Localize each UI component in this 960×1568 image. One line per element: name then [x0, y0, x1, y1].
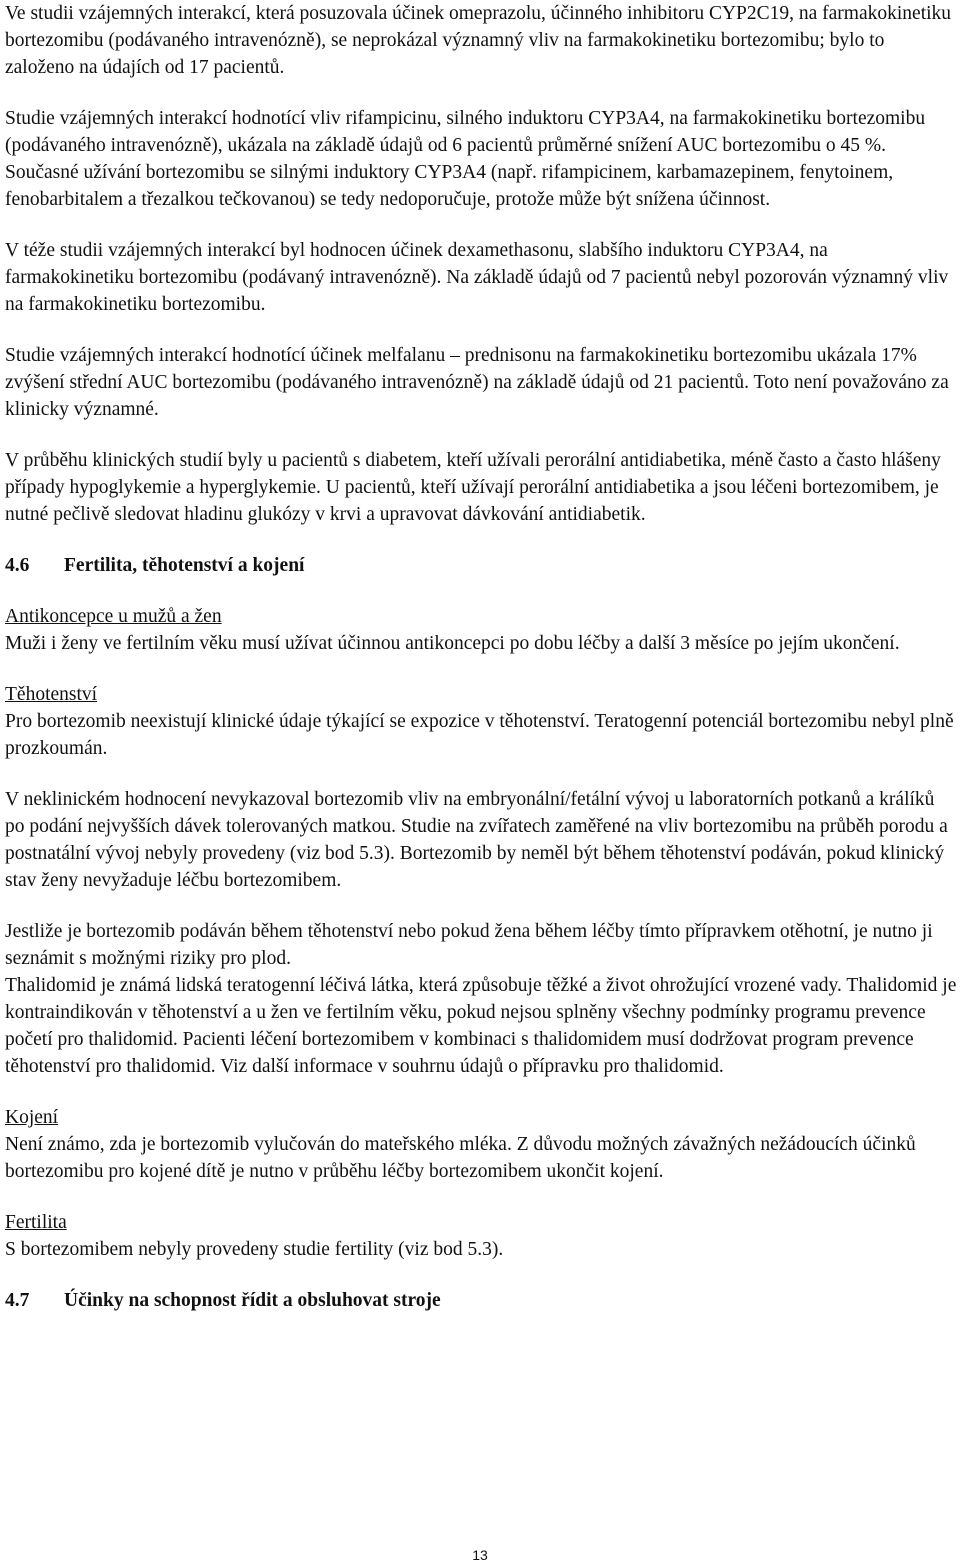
paragraph-contraception: Muži i ženy ve fertilním věku musí užívat účinnou antikoncepci po dobu léčby a další 3 měsíce po jejím ukončení.	[5, 633, 900, 654]
section-number: 4.6	[5, 555, 30, 576]
section-heading-4-6	[5, 552, 957, 579]
paragraph-pregnancy-clinical: Pro bortezomib neexistují klinické údaje týkající se expozice v těhotenství. Teratogenní potenciál bortezomibu nebyl plně prozkoumán.	[5, 711, 954, 759]
subheading-fertility: Fertilita	[5, 1212, 67, 1233]
section-number: 4.7	[5, 1290, 30, 1311]
section-title: Účinky na schopnost řídit a obsluhovat stroje	[64, 1290, 441, 1311]
section-title: Fertilita, těhotenství a kojení	[64, 555, 305, 576]
subheading-contraception: Antikoncepce u mužů a žen	[5, 606, 222, 627]
section-heading-4-7	[5, 1287, 957, 1314]
paragraph-breastfeeding: Není známo, zda je bortezomib vylučován do mateřského mléka. Z důvodu možných závažných nežádoucích účinků bortezomibu pro kojené dítě je nutno v průběhu léčby bortezomibem ukončit kojení.	[5, 1134, 916, 1182]
paragraph-fertility: S bortezomibem nebyly provedeny studie fertility (viz bod 5.3).	[5, 1239, 504, 1260]
paragraph-rifampicin: Studie vzájemných interakcí hodnotící vliv rifampicinu, silného induktoru CYP3A4, na farmakokinetiku bortezomibu (podávaného intravenózně), ukázala na základě údajů od 6 pacientů průměrné snížení AUC bortezomibu o 45 %. Současné užívání bortezomibu se silnými induktory CYP3A4 (např. rifampicinem, karbamazepinem, fenytoinem, fenobarbitalem a třezalkou tečkovanou) se tedy nedoporučuje, protože může být snížena účinnost.	[5, 108, 926, 210]
paragraph-omeprazole: Ve studii vzájemných interakcí, která posuzovala účinek omeprazolu, účinného inhibitoru CYP2C19, na farmakokinetiku bortezomibu (podávaného intravenózně), se neprokázal významný vliv na farmakokinetiku bortezomibu; bylo to založeno na údajích od 17 pacientů.	[5, 3, 952, 78]
paragraph-melphalan: Studie vzájemných interakcí hodnotící účinek melfalanu – prednisonu na farmakokinetiku bortezomibu ukázala 17% zvýšení střední AUC bortezomibu (podávaného intravenózně) na základě údajů od 21 pacientů. Toto není považováno za klinicky významné.	[5, 345, 949, 420]
paragraph-diabetes: V průběhu klinických studií byly u pacientů s diabetem, kteří užívali perorální antidiabetika, méně často a často hlášeny případy hypoglykemie a hyperglykemie. U pacientů, kteří užívají perorální antidiabetika a jsou léčeni bortezomibem, je nutné pečlivě sledovat hladinu glukózy v krvi a upravovat dávkování antidiabetik.	[5, 450, 941, 525]
paragraph-thalidomide: Thalidomid je známá lidská teratogenní léčivá látka, která způsobuje těžké a život ohrožující vrozené vady. Thalidomid je kontraindikován v těhotenství a u žen ve fertilním věku, pokud nejsou splněny všechny podmínky programu prevence početí pro thalidomid. Pacienti léčení bortezomibem v kombinaci s thalidomidem musí dodržovat program prevence těhotenství pro thalidomid. Viz další informace v souhrnu údajů o přípravku pro thalidomid.	[5, 975, 957, 1077]
document-page	[5, 0, 957, 1338]
paragraph-dexamethasone: V téže studii vzájemných interakcí byl hodnocen účinek dexamethasonu, slabšího induktoru CYP3A4, na farmakokinetiku bortezomibu (podávaný intravenózně). Na základě údajů od 7 pacientů nebyl pozorován významný vliv na farmakokinetiku bortezomibu.	[5, 240, 949, 315]
page-number: 13	[472, 1547, 488, 1563]
paragraph-pregnancy-nonclinical: V neklinickém hodnocení nevykazoval bortezomib vliv na embryonální/fetální vývoj u laboratorních potkanů a králíků po podání nejvyšších dávek tolerovaných matkou. Studie na zvířatech zaměřené na vliv bortezomibu na průběh porodu a postnatální vývoj nebyly provedeny (viz bod 5.3). Bortezomib by neměl být během těhotenství podáván, pokud klinický stav ženy nevyžaduje léčbu bortezomibem.	[5, 789, 948, 891]
subheading-pregnancy: Těhotenství	[5, 684, 98, 705]
paragraph-pregnancy-risks: Jestliže je bortezomib podáván během těhotenství nebo pokud žena během léčby tímto přípravkem otěhotní, je nutno ji seznámit s možnými riziky pro plod.	[5, 921, 933, 969]
subheading-breastfeeding: Kojení	[5, 1107, 59, 1128]
